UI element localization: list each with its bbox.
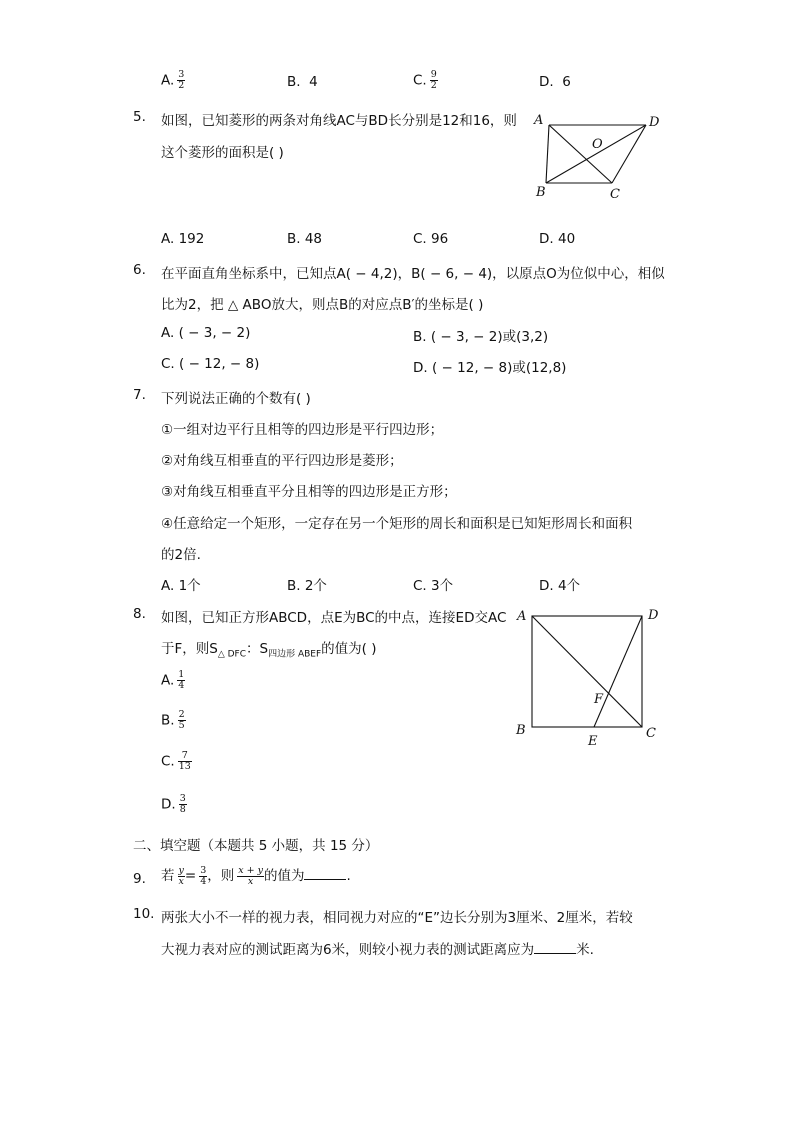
label-c: C [646, 726, 656, 741]
square-figure [510, 600, 670, 750]
q10-answer-blank[interactable] [534, 941, 576, 954]
q9-stem: 若 $\frac{y}{x}$ = $\frac{3}{4}$ ，则 $\frac{x + y}{x}$ 的值为 . [161, 864, 351, 887]
q8-stem-line2: 于F，则$S_{\triangle DFC}$：$S_{四边形 ABEF}$的值为( ) [161, 641, 377, 660]
q10-stem-line2: 大视力表对应的测试距离为6米，则较小视力表的测试距离应为 米. [161, 942, 594, 958]
q6-stem-line1: 在平面直角坐标系中，已知点A( − 4,2)，B( − 6, − 4)，以原点O为位似中心，相似 [161, 266, 665, 282]
diagonal-bd [546, 125, 646, 183]
label-c: C [610, 187, 620, 202]
segment-ed [594, 616, 642, 727]
rhombus-figure [530, 110, 670, 205]
q7-option-b: B. 2个 [287, 578, 327, 594]
q4-option-c: C. $\frac{9}{2}$ [413, 69, 437, 91]
section-title: 二、填空题（本题共 5 小题，共 15 分） [133, 838, 379, 854]
q8-option-c: C. $\frac{7}{13}$ [161, 750, 191, 772]
q4-option-a: A. $\frac{3}{2}$ [161, 69, 185, 91]
label-d: D [648, 608, 659, 623]
q8-option-d: D. $\frac{3}{8}$ [161, 793, 186, 815]
q7-option-a: A. 1个 [161, 578, 201, 594]
q8-option-a: A. $\frac{1}{4}$ [161, 669, 185, 691]
q7-statement-4: ④任意给定一个矩形，一定存在另一个矩形的周长和面积是已知矩形周长和面积 [161, 516, 633, 532]
q9-number: 9. [133, 871, 146, 887]
q5-number: 5. [133, 109, 146, 125]
q6-option-d: D. ( − 12, − 8)或(12,8) [413, 360, 567, 376]
q5-stem-line1: 如图，已知菱形的两条对角线AC与BD长分别是12和16，则 [161, 113, 517, 129]
label-d: D [649, 115, 660, 130]
diagonal-ac [549, 125, 612, 183]
q7-statement-1: ①一组对边平行且相等的四边形是平行四边形； [161, 422, 444, 438]
label-b: B [516, 723, 526, 738]
label-b: B [536, 185, 546, 200]
q8-number: 8. [133, 606, 146, 622]
label-e: E [588, 734, 598, 749]
q5-option-c: C. 96 [413, 231, 449, 247]
q7-option-c: C. 3个 [413, 578, 454, 594]
q9-answer-blank[interactable] [304, 867, 346, 880]
q6-number: 6. [133, 262, 146, 278]
label-o: O [592, 137, 603, 152]
label-a: A [534, 113, 544, 128]
q5-stem-line2: 这个菱形的面积是( ) [161, 145, 284, 161]
q6-stem-line2: 比为2，把 △ ABO放大，则点B的对应点B′的坐标是( ) [161, 297, 484, 313]
q4-option-b: B. 4 [287, 74, 318, 90]
q7-option-d: D. 4个 [539, 578, 581, 594]
q7-statement-2: ②对角线互相垂直的平行四边形是菱形； [161, 453, 403, 469]
q8-stem-line1: 如图，已知正方形ABCD，点E为BC的中点，连接ED交AC [161, 610, 507, 626]
q10-stem-line1: 两张大小不一样的视力表，相同视力对应的“E”边长分别为3厘米、2厘米，若较 [161, 910, 633, 926]
q7-number: 7. [133, 387, 146, 403]
side-dc [612, 125, 646, 183]
q6-option-b: B. ( − 3, − 2)或(3,2) [413, 329, 549, 345]
label-a: A [517, 609, 527, 624]
q6-option-a: A. ( − 3, − 2) [161, 325, 251, 341]
diagonal-ac [532, 616, 642, 727]
q5-option-a: A. 192 [161, 231, 205, 247]
q4-option-d: D. 6 [539, 74, 571, 90]
q5-option-d: D. 40 [539, 231, 576, 247]
q7-statement-3: ③对角线互相垂直平分且相等的四边形是正方形； [161, 484, 457, 500]
q6-option-c: C. ( − 12, − 8) [161, 356, 260, 372]
q8-option-b: B. $\frac{2}{5}$ [161, 709, 185, 731]
q10-number: 10. [133, 906, 155, 922]
label-f: F [594, 692, 604, 707]
q7-stem: 下列说法正确的个数有( ) [161, 391, 311, 407]
side-ba [546, 125, 549, 183]
q5-option-b: B. 48 [287, 231, 323, 247]
q7-statement-4-cont: 的2倍. [161, 547, 201, 563]
